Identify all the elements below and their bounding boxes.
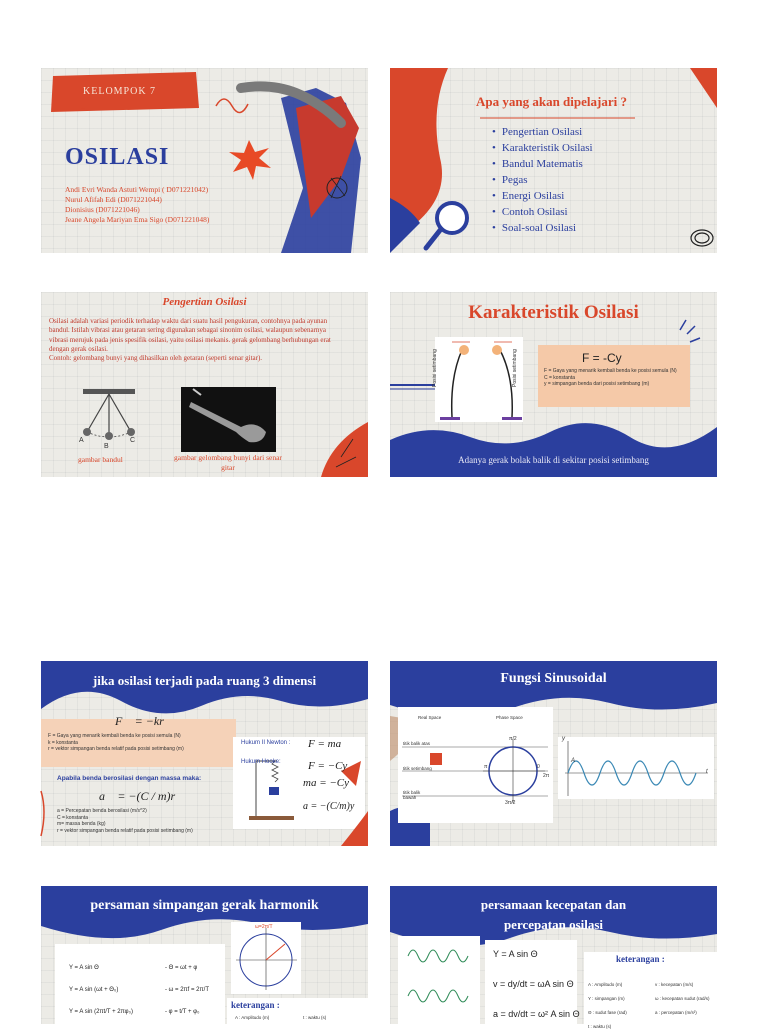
topic-item: • Energi Osilasi xyxy=(492,188,593,204)
velocity-heading: persamaan kecepatan dan percepatan osilasi xyxy=(480,897,627,932)
topic-list xyxy=(492,124,593,236)
slide-title[interactable]: KELOMPOK 7 ~ OSILASI Andi Evri Wanda Astuti Wempi ( D071221042) Nurul Afifah Edi (D071221044) Dionisius (D071221046) Jeane Angela Mariyan Ema Sigo (D071221048) xyxy=(41,68,368,253)
phase-diagram xyxy=(398,707,553,823)
label-middle: titik setimbang xyxy=(403,766,432,771)
characteristics-footer: Adanya gerak bolak balik di sekitar posisi setimbang xyxy=(458,455,649,465)
slide-displacement[interactable] xyxy=(41,886,368,1024)
eq-velocity: v = dy/dt = ωA sin Θ xyxy=(493,979,574,989)
eq-acceleration: a = dv/dt = ω² A sin Θ xyxy=(493,1009,580,1019)
slide-definition[interactable] xyxy=(41,292,368,477)
keterangan-label: keterangan : xyxy=(616,954,665,964)
3d-heading: jika osilasi terjadi pada ruang 3 dimensi xyxy=(92,673,317,688)
definition-text: Osilasi adalah variasi periodik terhadap waktu dari suatu hasil pengukuran, contohnya pada ayunan bandul. Istilah vibrasi atau getaran sering digunakan sebagai sinonim osilasi, walaupun sebenarnya vibrasi merujuk pada jenis spesifik osilasi, yaitu osilasi mekanis. gerak gelombang berhubungan erat dengan gerak osilasi. Contoh: gelombang bunyi yang dihasilkan oleh getaran (seperti senar gitar). xyxy=(49,317,331,363)
formula-f-kr: F⃗ = −kr⃗ xyxy=(115,714,174,728)
keterangan-label: keterangan : xyxy=(231,1000,280,1010)
member-list xyxy=(65,185,275,225)
eq-a-cmy: a = −(C/m)y xyxy=(303,801,355,812)
megaphone-icon xyxy=(690,68,717,108)
eq-y-sin: Y = A sin Θ xyxy=(493,949,538,959)
sinusoidal-heading: Fungsi Sinusoidal xyxy=(500,671,607,686)
label-c: C xyxy=(130,437,136,444)
displacement-eqs-right: - Θ = ωt + φ - ω = 2πf = 2π/T - φ = t/T + φ₀ xyxy=(165,965,209,1015)
topic-item: • Karakteristik Osilasi xyxy=(492,140,593,156)
hooke-eq: F = −Cy xyxy=(308,760,348,772)
pendulum-bar xyxy=(83,389,135,394)
label-b: B xyxy=(104,443,109,450)
characteristics-heading: Karakteristik Osilasi xyxy=(468,302,639,323)
angle-pi-2: π/2 xyxy=(509,736,517,742)
mass-subheading: Apabila benda berosilasi dengan massa maka: xyxy=(57,775,202,782)
angle-pi: π xyxy=(484,764,488,770)
member-1: Andi Evri Wanda Astuti Wempi ( D071221042) xyxy=(65,185,209,194)
axis-label-left: Posisi setimbang xyxy=(432,349,438,387)
velocity-graphs xyxy=(398,936,480,1024)
pendulum-bob-c xyxy=(127,428,135,436)
angle-3pi-2: 3π/2 xyxy=(505,800,516,806)
sine-axis-y: y xyxy=(562,736,565,742)
blue-wave-shape xyxy=(390,423,717,477)
displacement-eqs-left: Y = A sin Θ Y = A sin (ωt + Θ₀) Y = A sin (2πt/T + 2πφ₀) xyxy=(69,965,134,1015)
slide-velocity[interactable] xyxy=(390,886,717,1029)
formula-notes: F = Gaya yang menarik kembali benda ke posisi semula (N) C = konstanta y = simpangan benda dari posisi setimbang (m) xyxy=(544,368,677,387)
pendulum-bob-b xyxy=(105,432,113,440)
slide-characteristics[interactable] xyxy=(390,292,717,477)
note-amplitudo: A : Amplitudo (m) xyxy=(235,1015,270,1020)
sine-axis-t: t xyxy=(706,769,708,775)
hooke-label: Hukum Hooke: xyxy=(241,759,281,765)
notes-right: v : kecepatan (m/s) ω : kecepatan sudut (rad/s) a : percepatan (m/s²) xyxy=(655,982,710,1015)
topic-item: • Soal-soal Osilasi xyxy=(492,220,593,236)
example-text: Contoh: gelombang bunyi yang dihasilkan oleh getaran (seperti senar gitar). xyxy=(49,354,263,363)
newton-eq: F = ma xyxy=(308,738,342,750)
pendulum-bob-a xyxy=(83,428,91,436)
slide6-decor xyxy=(390,661,717,846)
newton-label: Hukum II Newton : xyxy=(241,740,291,746)
omega-label: ω=2π/T xyxy=(255,924,273,930)
red-block xyxy=(430,753,442,765)
slide-agenda[interactable] xyxy=(390,68,717,253)
hooke-mass xyxy=(269,787,279,795)
guitar-image xyxy=(181,387,276,452)
notes-left: A : Amplitudo (m) Y : simpangan (m) Θ : sudut fase (rad) t : waktu (s) xyxy=(588,982,627,1029)
formula-f-cy: F = -Cy xyxy=(582,351,622,365)
member-3: Dionisius (D071221046) xyxy=(65,205,140,214)
sine-amplitude: A xyxy=(571,758,576,764)
label-top: titik balik atas xyxy=(403,741,431,746)
real-space-label: Real Space xyxy=(418,715,442,720)
agenda-heading: Apa yang akan dipelajari ? xyxy=(476,94,627,109)
formula-a-cm: a⃗ = −(C / m)r⃗ xyxy=(99,789,185,803)
notes-f-kr: F = Gaya yang menarik kembali benda ke posisi semula (N) k = konstanta r = vektor simpangan benda relatif pada posisi setimbang (m) xyxy=(48,733,184,752)
phase-space-label: Phase Space xyxy=(496,715,523,720)
ball-left xyxy=(459,345,469,355)
starburst-shape xyxy=(229,140,271,180)
topic-item: • Contoh Osilasi xyxy=(492,204,593,220)
sine-graph xyxy=(558,737,714,799)
group-label: KELOMPOK 7 xyxy=(83,86,157,97)
angle-0: 0 xyxy=(537,764,540,770)
topic-item: • Bandul Matematis xyxy=(492,156,593,172)
note-waktu: t : waktu (s) xyxy=(303,1015,327,1020)
red-corner-shape xyxy=(321,422,368,477)
member-4: Jeane Angela Mariyan Ema Sigo (D071221048) xyxy=(65,215,210,224)
ball-right xyxy=(492,345,502,355)
definition-heading: Pengertian Osilasi xyxy=(162,296,247,308)
slide-3d[interactable] xyxy=(41,661,368,846)
topic-item: • Pengertian Osilasi xyxy=(492,124,593,140)
notes-a-cm: a = Percepatan benda berosilasi (m/s^2) C = konstanta m= massa benda (kg) r = vektor simpangan benda relatif pada posisi setimbang (m) xyxy=(57,808,193,834)
caption-pendulum: gambar bandul xyxy=(78,455,123,464)
label-a: A xyxy=(79,437,84,444)
eq-ma-cy: ma = −Cy xyxy=(303,777,350,789)
topic-item: • Pegas xyxy=(492,172,593,188)
member-2: Nurul Afifah Edi (D071221044) xyxy=(65,195,162,204)
slide-sinusoidal[interactable] xyxy=(390,661,717,846)
caption-guitar: gambar gelombang bunyi dari senar gitar xyxy=(174,453,282,472)
angle-2pi: 2π xyxy=(543,773,550,779)
page-title: OSILASI xyxy=(65,144,170,170)
displacement-heading: persaman simpangan gerak harmonik xyxy=(90,898,319,913)
axis-label-right: Posisi setimbang xyxy=(512,349,518,387)
label-bottom: titik balik bawah xyxy=(403,790,421,800)
